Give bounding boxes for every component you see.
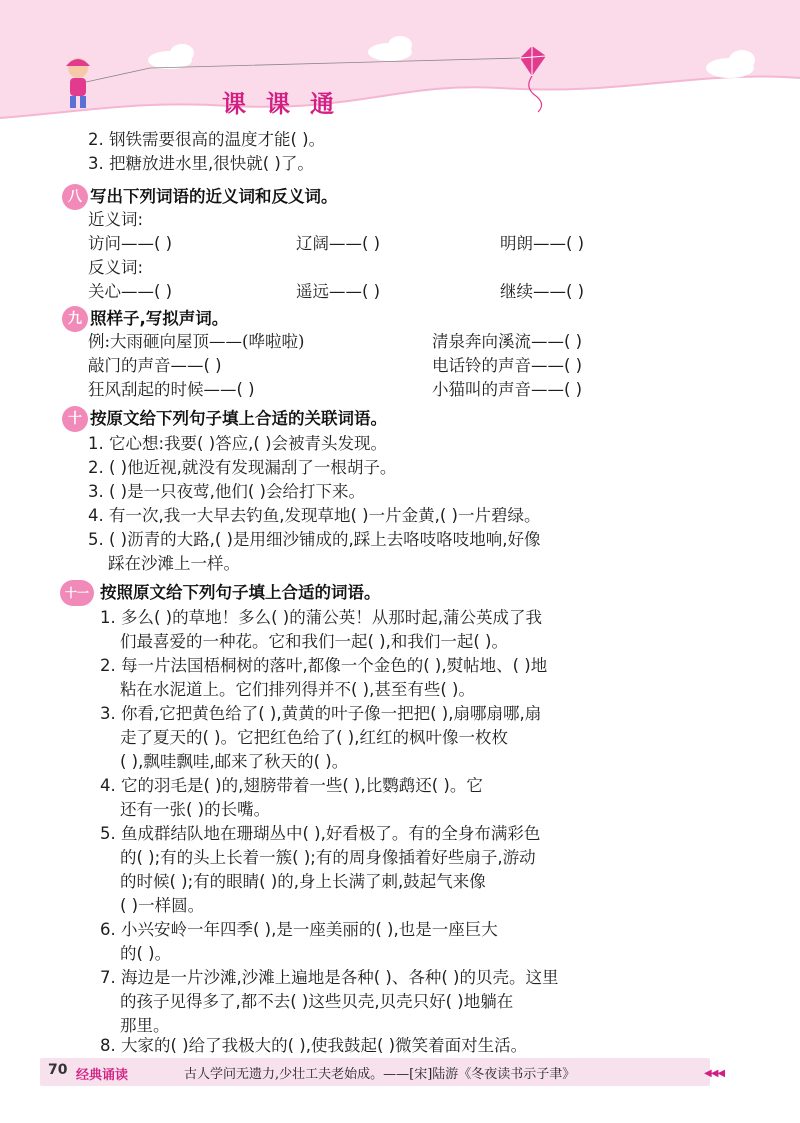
page-number: 70	[48, 1062, 68, 1078]
continued-line-3: 3. 把糖放进水里,很快就( )了。	[88, 154, 314, 173]
sentence-line: 4. 有一次,我一大早去钓鱼,发现草地( )一片金黄,( )一片碧绿。	[88, 506, 541, 525]
sentence-line: 3. ( )是一只夜莺,他们( )会给打下来。	[88, 482, 365, 501]
onomatopoeia-item: 电话铃的声音——( )	[432, 356, 583, 375]
fill-line: 5. 鱼成群结队地在珊瑚丛中( ),好看极了。有的全身布满彩色	[100, 824, 541, 843]
fill-line: 的时候( );有的眼睛( )的,身上长满了刺,鼓起气来像	[120, 872, 486, 891]
fill-line: 的孩子见得多了,都不去( )这些贝壳,贝壳只好( )地躺在	[120, 992, 514, 1011]
fill-line: 2. 每一片法国梧桐树的落叶,都像一个金色的( ),熨帖地、( )地	[100, 656, 548, 675]
fill-line: ( ),飘哇飘哇,邮来了秋天的( )。	[120, 752, 349, 771]
synonym-item: 明朗——( )	[500, 234, 585, 253]
footer-label: 经典诵读	[76, 1068, 129, 1083]
question-10-title: 按原文给下列句子填上合适的关联词语。	[90, 409, 387, 428]
header-banner-art	[0, 0, 800, 122]
question-9-title: 照样子,写拟声词。	[90, 309, 229, 328]
fill-line: 7. 海边是一片沙滩,沙滩上遍地是各种( )、各种( )的贝壳。这里	[100, 968, 559, 987]
fill-line: ( )一样圆。	[120, 896, 205, 915]
fill-line: 4. 它的羽毛是( )的,翅膀带着一些( ),比鹦鹉还( )。它	[100, 776, 483, 795]
continued-line-2: 2. 钢铁需要很高的温度才能( )。	[88, 130, 326, 149]
fill-line: 们最喜爱的一种花。它和我们一起( ),和我们一起( )。	[120, 632, 508, 651]
sentence-line: 1. 它心想:我要( )答应,( )会被青头发现。	[88, 434, 388, 453]
footer-quote: 古人学问无遗力,少壮工夫老始成。——[宋]陆游《冬夜读书示子聿》	[184, 1067, 576, 1082]
fill-line: 那里。	[120, 1016, 170, 1035]
onomatopoeia-item: 狂风刮起的时候——( )	[88, 380, 255, 399]
fill-line: 走了夏天的( )。它把红色给了( ),红红的枫叶像一枚枚	[120, 728, 508, 747]
question-number-badge: 九	[62, 306, 88, 332]
question-number-badge: 八	[62, 184, 88, 210]
antonym-item: 关心——( )	[88, 282, 173, 301]
synonym-item: 访问——( )	[88, 234, 173, 253]
question-8-title: 写出下列词语的近义词和反义词。	[90, 187, 338, 206]
antonym-label: 反义词:	[88, 258, 144, 277]
sentence-line: 5. ( )沥青的大路,( )是用细沙铺成的,踩上去咯吱咯吱地响,好像	[88, 530, 541, 549]
onomatopoeia-item: 清泉奔向溪流——( )	[432, 332, 583, 351]
onomatopoeia-item: 敲门的声音——( )	[88, 356, 222, 375]
fill-line: 8. 大家的( )给了我极大的( ),使我鼓起( )微笑着面对生活。	[100, 1036, 528, 1055]
fill-line: 粘在水泥道上。它们排列得并不( ),甚至有些( )。	[120, 680, 475, 699]
synonym-item: 辽阔——( )	[296, 234, 381, 253]
fill-line: 1. 多么( )的草地！多么( )的蒲公英！从那时起,蒲公英成了我	[100, 608, 542, 627]
question-number-badge: 十一	[60, 580, 94, 606]
question-11-title: 按照原文给下列句子填上合适的词语。	[100, 583, 381, 602]
sentence-line: 2. ( )他近视,就没有发现漏刮了一根胡子。	[88, 458, 397, 477]
antonym-item: 继续——( )	[500, 282, 585, 301]
brand-title: 课课通	[222, 90, 354, 118]
fill-line: 还有一张( )的长嘴。	[120, 800, 271, 819]
antonym-item: 遥远——( )	[296, 282, 381, 301]
fill-line: 的( )。	[120, 944, 172, 963]
page-header	[0, 0, 800, 122]
onomatopoeia-item: 小猫叫的声音——( )	[432, 380, 583, 399]
example-row: 例:大雨砸向屋顶——(哗啦啦)	[88, 332, 305, 351]
question-number-badge: 十	[62, 406, 88, 432]
fill-line: 6. 小兴安岭一年四季( ),是一座美丽的( ),也是一座巨大	[100, 920, 498, 939]
fill-line: 的( );有的头上长着一簇( );有的周身像插着好些扇子,游动	[120, 848, 536, 867]
fill-line: 3. 你看,它把黄色给了( ),黄黄的叶子像一把把( ),扇哪扇哪,扇	[100, 704, 542, 723]
arrow-decoration-icon: ◀◀◀	[704, 1068, 725, 1079]
sentence-line: 踩在沙滩上一样。	[108, 554, 240, 573]
synonym-label: 近义词:	[88, 210, 144, 229]
